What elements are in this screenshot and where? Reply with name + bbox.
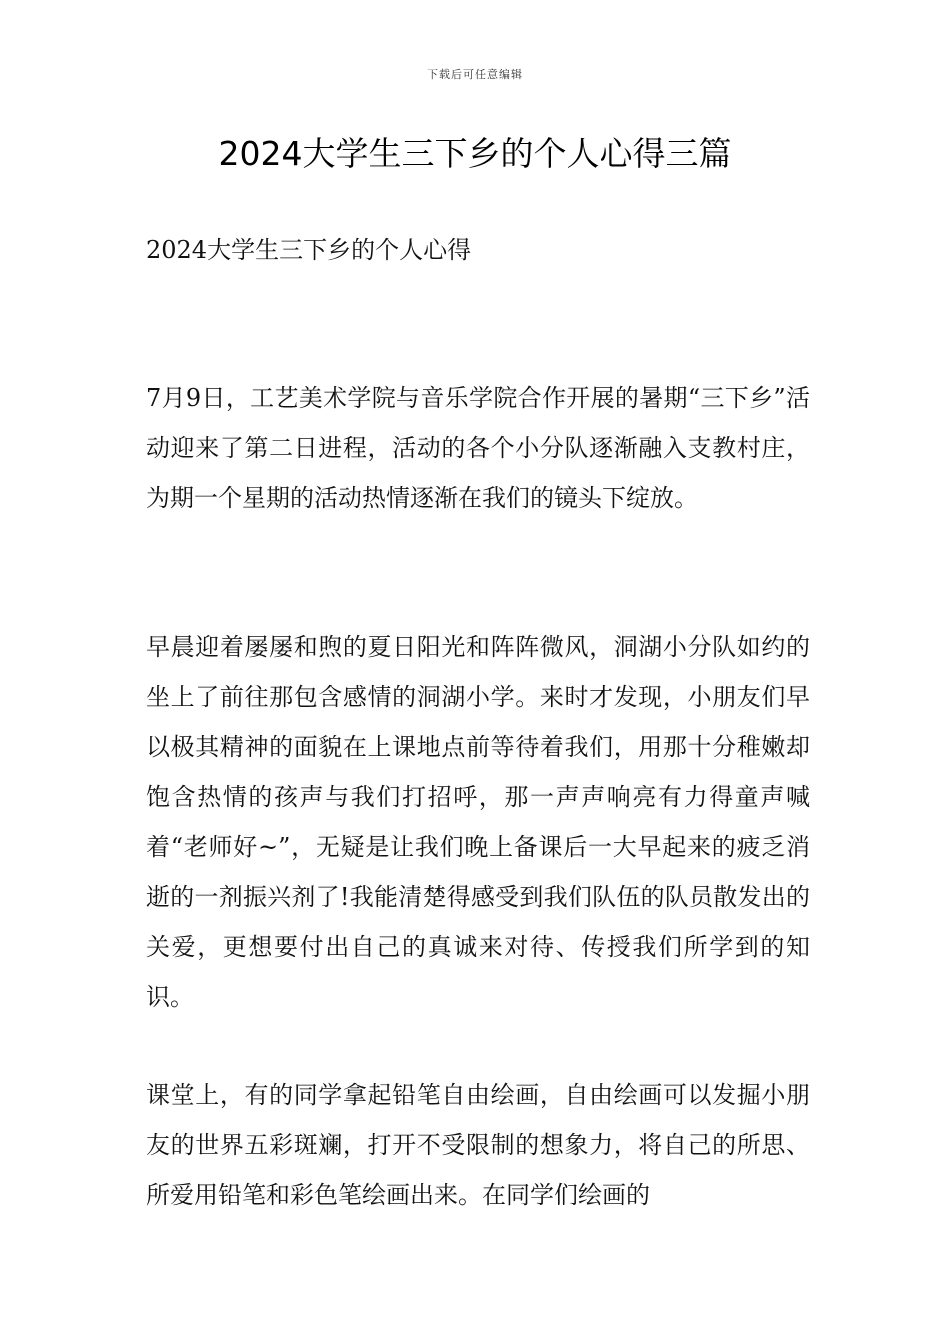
header-note: 下载后可任意编辑 [427, 68, 523, 81]
paragraph-1: 7月9日，工艺美术学院与音乐学院合作开展的暑期“三下乡”活动迎来了第二日进程，活动的各个小分队逐渐融入支教村庄，为期一个星期的活动热情逐渐在我们的镜头下绽放。 [146, 384, 810, 512]
paragraph-2: 早晨迎着屡屡和煦的夏日阳光和阵阵微风，洞湖小分队如约的坐上了前往那包含感情的洞湖小学。来时才发现，小朋友们早以极其精神的面貌在上课地点前等待着我们，用那十分稚嫩却饱含热情的孩声与我们打招呼，那一声声响亮有力得童声喊着“老师好~”，无疑是让我们晚上备课后一大早起来的疲乏消逝的一剂振兴剂了!我能清楚得感受到我们队伍的队员散发出的关爱，更想要付出自己的真诚来对待、传授我们所学到的知识。 [146, 633, 810, 1011]
paragraph-3: 课堂上，有的同学拿起铅笔自由绘画，自由绘画可以发掘小朋友的世界五彩斑斓，打开不受限制的想象力，将自己的所思、所爱用铅笔和彩色笔绘画出来。在同学们绘画的 [146, 1081, 810, 1209]
section-subtitle: 2024大学生三下乡的个人心得 [146, 236, 472, 264]
document-title: 2024大学生三下乡的个人心得三篇 [218, 134, 732, 173]
